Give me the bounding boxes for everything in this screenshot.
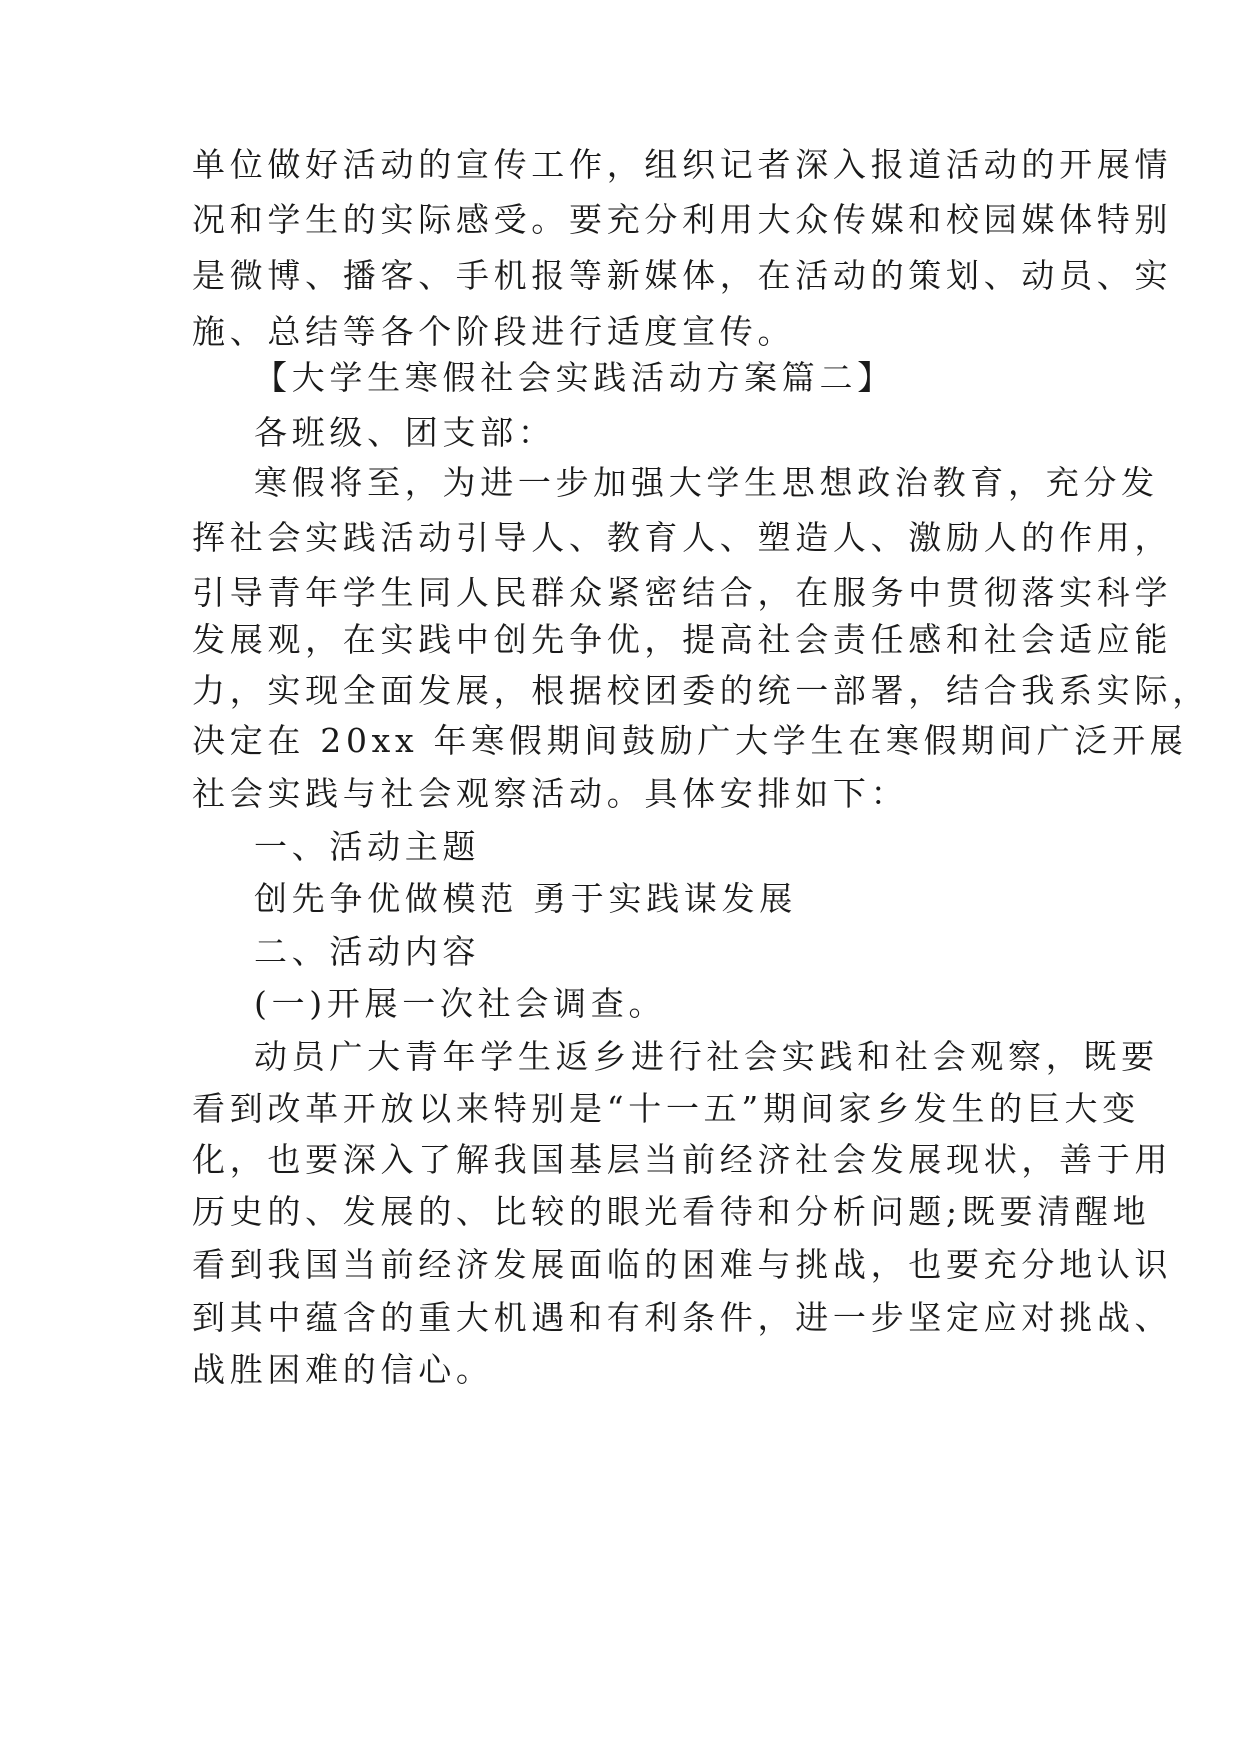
section-heading: 一、活动主题 — [254, 827, 481, 866]
paragraph-line: 战胜困难的信心。 — [192, 1350, 494, 1389]
paragraph-line: 化，也要深入了解我国基层当前经济社会发展现状，善于用 — [192, 1140, 1173, 1179]
paragraph-line: 社会实践与社会观察活动。具体安排如下： — [192, 774, 909, 813]
paragraph-line: 单位做好活动的宣传工作，组织记者深入报道活动的开展情 — [192, 145, 1173, 184]
section-heading: 【大学生寒假社会实践活动方案篇二】 — [254, 358, 895, 397]
paragraph-line: 发展观，在实践中创先争优，提高社会责任感和社会适应能 — [192, 620, 1173, 659]
paragraph-line: 引导青年学生同人民群众紧密结合，在服务中贯彻落实科学 — [192, 573, 1173, 612]
paragraph-line: 历史的、发展的、比较的眼光看待和分析问题;既要清醒地 — [192, 1192, 1151, 1231]
paragraph-line: 挥社会实践活动引导人、教育人、塑造人、激励人的作用， — [192, 518, 1173, 557]
subsection-heading: (一)开展一次社会调查。 — [254, 984, 667, 1023]
paragraph-line: 动员广大青年学生返乡进行社会实践和社会观察，既要 — [254, 1037, 1159, 1076]
paragraph-line: 况和学生的实际感受。要充分利用大众传媒和校园媒体特别 — [192, 200, 1173, 239]
paragraph-line: 是微博、播客、手机报等新媒体，在活动的策划、动员、实 — [192, 256, 1173, 295]
theme-line: 创先争优做模范 勇于实践谋发展 — [254, 879, 797, 918]
section-heading: 二、活动内容 — [254, 932, 481, 971]
paragraph-line: 力，实现全面发展，根据校团委的统一部署，结合我系实际， — [192, 671, 1210, 710]
paragraph-line: 到其中蕴含的重大机遇和有利条件，进一步坚定应对挑战、 — [192, 1298, 1173, 1337]
paragraph-line: 决定在 20xx 年寒假期间鼓励广大学生在寒假期间广泛开展 — [192, 721, 1188, 760]
paragraph-line: 寒假将至，为进一步加强大学生思想政治教育，充分发 — [254, 463, 1159, 502]
paragraph-line: 看到我国当前经济发展面临的困难与挑战，也要充分地认识 — [192, 1245, 1173, 1284]
paragraph-line: 施、总结等各个阶段进行适度宣传。 — [192, 312, 796, 351]
salutation-line: 各班级、团支部： — [254, 413, 556, 452]
paragraph-line: 看到改革开放以来特别是“十一五”期间家乡发生的巨大变 — [192, 1089, 1140, 1128]
